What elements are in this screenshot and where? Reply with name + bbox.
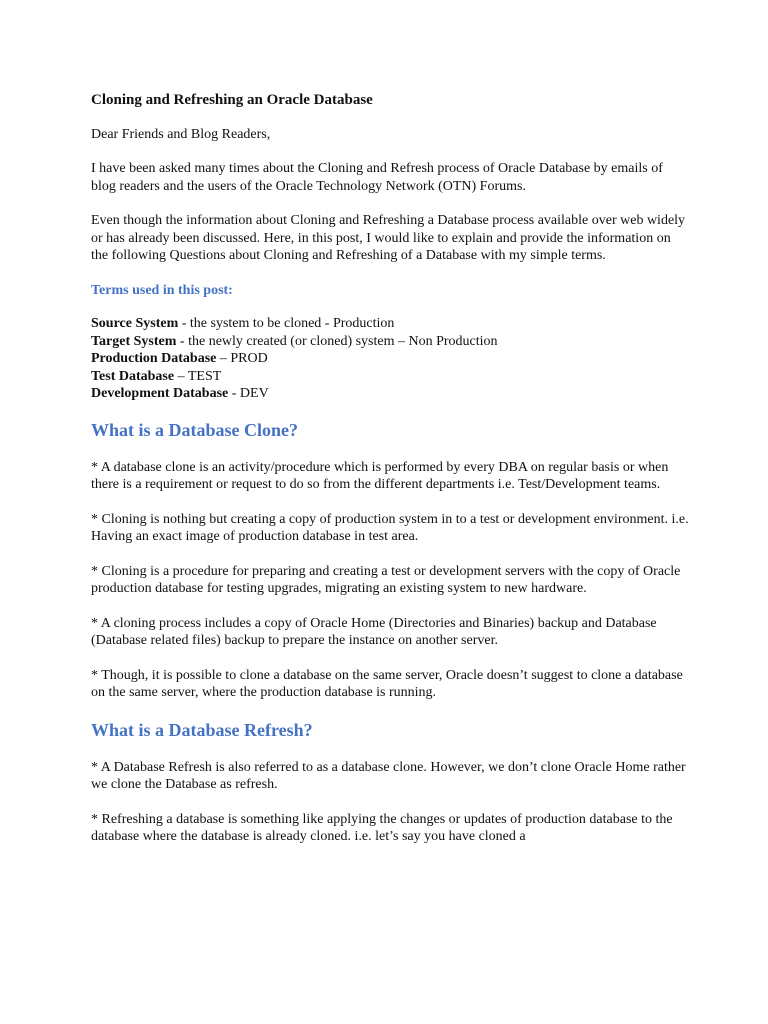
term-item [91, 350, 691, 368]
term-description: - the system to be cloned - Production [178, 316, 395, 331]
term-item [91, 368, 691, 386]
section-heading-refresh: What is a Database Refresh? [91, 719, 313, 740]
intro-paragraph: I have been asked many times about the Cloning and Refresh process of Oracle Database by emails of blog readers and the users of the Oracle Technology Network (OTN) Forums. [91, 161, 663, 194]
term-name: Target System [91, 333, 177, 349]
refresh-point: * A Database Refresh is also referred to as a database clone. However, we don’t clone Oracle Home rather we clone the Database as refresh. [91, 759, 686, 792]
term-description: – TEST [174, 368, 222, 384]
clone-point: * A database clone is an activity/procedure which is performed by every DBA on regular basis or when there is a requirement or request to do so from the different departments i.e. Test/Development teams. [91, 459, 669, 492]
clone-point: * A cloning process includes a copy of Oracle Home (Directories and Binaries) backup and Database (Database related files) backup to prepare the instance on another server. [91, 615, 657, 648]
term-item [91, 315, 691, 333]
refresh-point: * Refreshing a database is something like applying the changes or updates of production database to the database where the database is already cloned. i.e. let’s say you have cloned a [91, 811, 673, 844]
term-description: - DEV [228, 386, 269, 401]
intro-paragraph: Even though the information about Cloning and Refreshing a Database process available over web widely or has already been discussed. Here, in this post, I would like to explain and provide the information on the following Questions about Cloning and Refreshing of a Database with my simple terms. [91, 213, 686, 263]
document-page [91, 92, 691, 863]
term-name: Test Database [91, 368, 175, 384]
clone-point: * Cloning is a procedure for preparing and creating a test or development servers with the copy of Oracle production database for testing upgrades, migrating an existing system to new hardware. [91, 563, 681, 596]
term-name: Source System [91, 316, 179, 331]
term-item [91, 333, 691, 351]
term-name: Production Database [91, 351, 217, 366]
clone-point: * Cloning is nothing but creating a copy of production system in to a test or development environment. i.e. Having an exact image of production database in test area. [91, 511, 689, 544]
section-heading-clone: What is a Database Clone? [91, 419, 299, 440]
term-name: Development Database [91, 386, 229, 401]
term-item [91, 385, 691, 403]
terms-heading: Terms used in this post: [91, 282, 233, 298]
greeting: Dear Friends and Blog Readers, [91, 126, 271, 142]
term-description: - the newly created (or cloned) system – Non Production [176, 333, 498, 349]
clone-point: * Though, it is possible to clone a database on the same server, Oracle doesn’t suggest to clone a database on the same server, where the production database is running. [91, 667, 683, 700]
document-title: Cloning and Refreshing an Oracle Database [91, 92, 373, 108]
terms-list [91, 315, 691, 403]
term-description: – PROD [216, 351, 268, 366]
